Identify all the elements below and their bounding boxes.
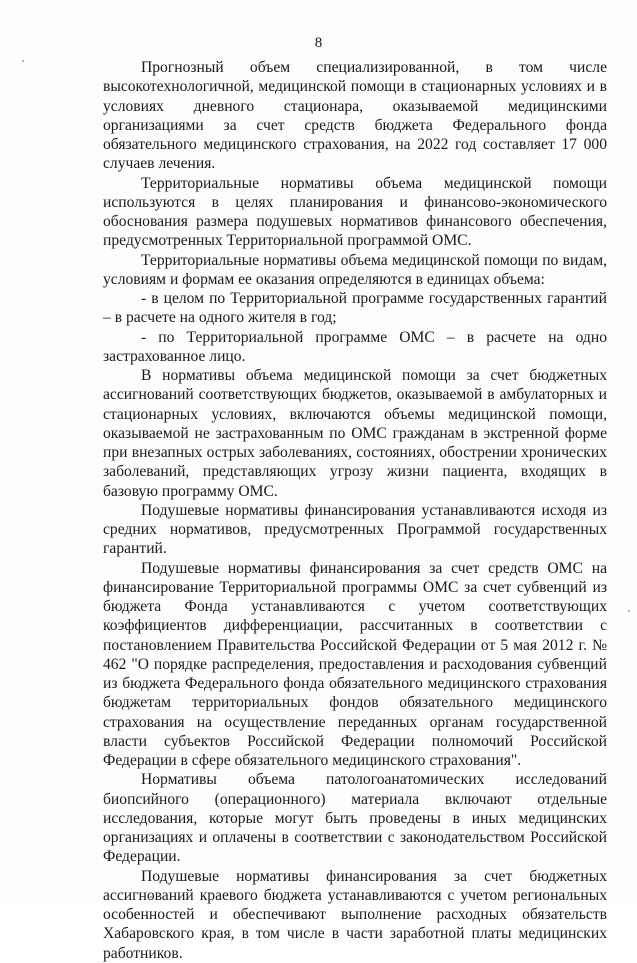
list-item-state-guarantees: - в целом по Территориальной программе государственных гарантий – в расчете на одного жителя в год; [103, 290, 607, 327]
paragraph-norms-units: Территориальные нормативы объема медицинской помощи по видам, условиям и формам ее оказания определяются в единицах объема: [103, 251, 607, 288]
scan-speck [628, 610, 630, 612]
paragraph-forecast-volume: Прогнозный объем специализированной, в том числе высокотехнологичной, медицинской помощи в стационарных условиях и в условиях дневного стационара, оказываемой медицинскими организациями за счет средств бюджета Федерального фонда обязательного медицинского страхования, на 2022 год составляет 17 000 случаев лечения. [103, 59, 607, 173]
paragraph-regional-budget-norms: Подушевые нормативы финансирования за счет бюджетных ассигнований краевого бюджета устанавливаются с учетом региональных особенностей и обеспечивают выполнение расходных обязательств Хабаровского края, в том числе в части заработной платы медицинских работников. [103, 867, 607, 962]
paragraph-per-capita-norms: Подушевые нормативы финансирования устанавливаются исходя из средних нормативов, предусмотренных Программой государственных гарантий. [103, 501, 607, 558]
document-body [103, 58, 607, 963]
paragraph-pathology-norms: Нормативы объема патологоанатомических исследований биопсийного (операционного) материала включают отдельные исследования, которые могут быть проведены в иных медицинских организациях и оплачены в соответствии с законодательством Российской Федерации. [103, 771, 607, 866]
paragraph-budget-norms: В нормативы объема медицинской помощи за счет бюджетных ассигнований соответствующих бюджетов, оказываемой в амбулаторных и стационарных условиях, включаются объемы медицинской помощи, оказываемой не застрахованным по ОМС гражданам в экстренной форме при внезапных острых заболеваниях, состояниях, обострении хронических заболеваний, представляющих угрозу жизни пациента, входящих в базовую программу ОМС. [103, 367, 607, 500]
page-number: 8 [314, 35, 323, 51]
paragraph-oms-per-capita-norms: Подушевые нормативы финансирования за счет средств ОМС на финансирование Территориальной программы ОМС за счет субвенций из бюджета Фонда устанавливаются с учетом соответствующих коэффициентов дифференциации, рассчитанных в соответствии с постановлением Правительства Российской Федерации от 5 мая 2012 г. № 462 "О порядке распределения, предоставления и расходования субвенций из бюджета Федерального фонда обязательного медицинского страхования бюджетам территориальных фондов обязательного медицинского страхования на осуществление переданных органам государственной власти субъектов Российской Федерации полномочий Российской Федерации в сфере обязательного медицинского страхования". [103, 559, 607, 769]
list-item-oms-program: - по Территориальной программе ОМС – в расчете на одно застрахованное лицо. [103, 328, 607, 365]
scan-speck [22, 60, 24, 62]
paragraph-territorial-norms-usage: Территориальные нормативы объема медицинской помощи используются в целях планирования и финансово-экономического обоснования размера подушевых нормативов финансового обеспечения, предусмотренных Территориальной программой ОМС. [103, 174, 607, 250]
